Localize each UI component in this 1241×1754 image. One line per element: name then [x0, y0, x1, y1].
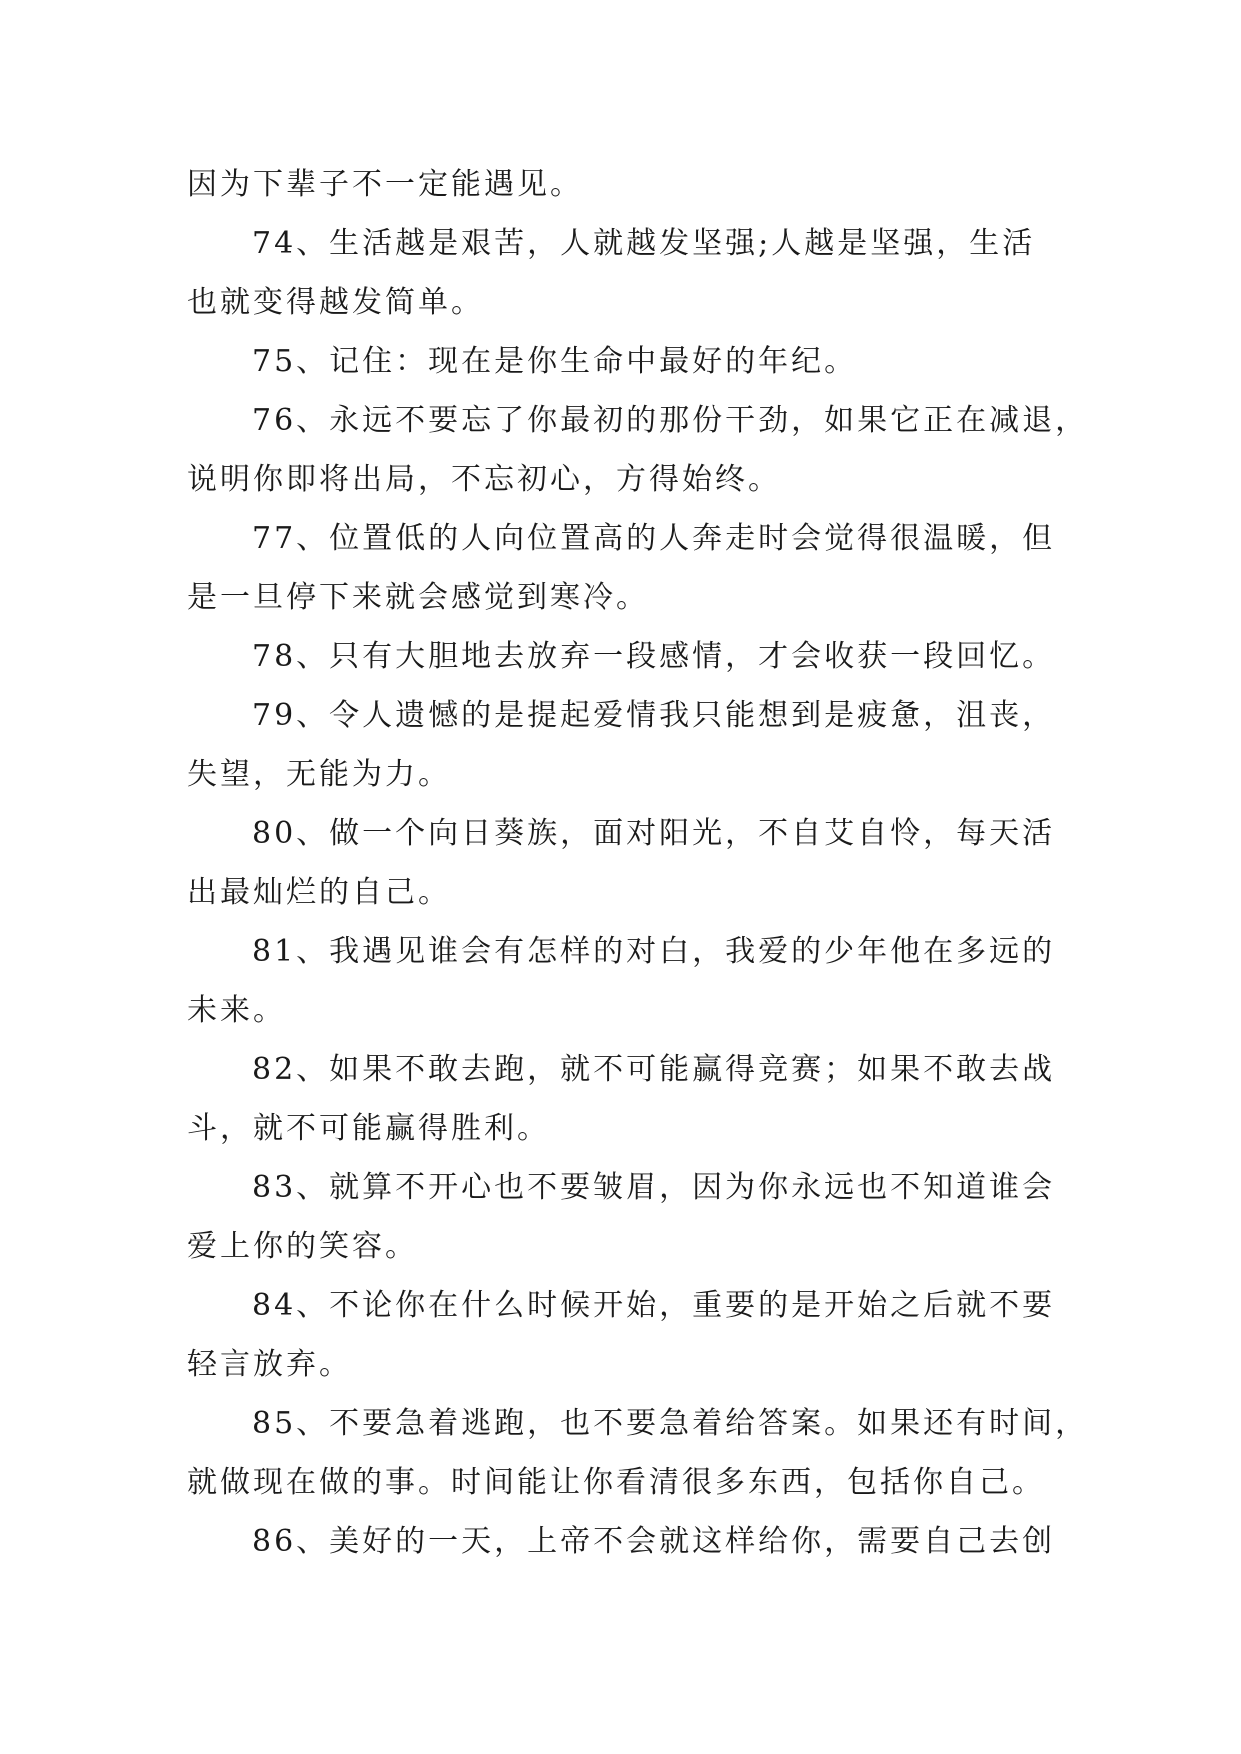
text-line: 斗，就不可能赢得胜利。 [187, 1111, 550, 1146]
text-line: 81、我遇见谁会有怎样的对白，我爱的少年他在多远的 [252, 934, 1056, 969]
text-line: 83、就算不开心也不要皱眉，因为你永远也不知道谁会 [252, 1170, 1056, 1205]
text-line: 77、位置低的人向位置高的人奔走时会觉得很温暖，但 [252, 521, 1056, 556]
text-line: 86、美好的一天，上帝不会就这样给你，需要自己去创 [252, 1524, 1056, 1559]
text-line: 失望，无能为力。 [187, 757, 451, 792]
text-line: 轻言放弃。 [187, 1347, 352, 1382]
text-line: 78、只有大胆地去放弃一段感情，才会收获一段回忆。 [252, 639, 1056, 674]
text-line: 79、令人遗憾的是提起爱情我只能想到是疲惫，沮丧， [252, 698, 1056, 733]
text-line: 82、如果不敢去跑，就不可能赢得竞赛；如果不敢去战 [252, 1052, 1056, 1087]
text-line: 75、记住：现在是你生命中最好的年纪。 [252, 344, 858, 379]
text-line: 85、不要急着逃跑，也不要急着给答案。如果还有时间， [252, 1406, 1089, 1441]
text-line: 84、不论你在什么时候开始，重要的是开始之后就不要 [252, 1288, 1056, 1323]
text-line: 出最灿烂的自己。 [187, 875, 451, 910]
text-line: 也就变得越发简单。 [187, 285, 484, 320]
text-line: 80、做一个向日葵族，面对阳光，不自艾自怜，每天活 [252, 816, 1056, 851]
text-line: 未来。 [187, 993, 286, 1028]
text-line: 74、生活越是艰苦，人就越发坚强;人越是坚强，生活 [252, 226, 1036, 261]
text-line: 因为下辈子不一定能遇见。 [187, 167, 583, 202]
text-line: 76、永远不要忘了你最初的那份干劲，如果它正在减退， [252, 403, 1089, 438]
text-line: 爱上你的笑容。 [187, 1229, 418, 1264]
text-line: 说明你即将出局，不忘初心，方得始终。 [187, 462, 781, 497]
text-line: 是一旦停下来就会感觉到寒冷。 [187, 580, 649, 615]
text-line: 就做现在做的事。时间能让你看清很多东西，包括你自己。 [187, 1465, 1045, 1500]
